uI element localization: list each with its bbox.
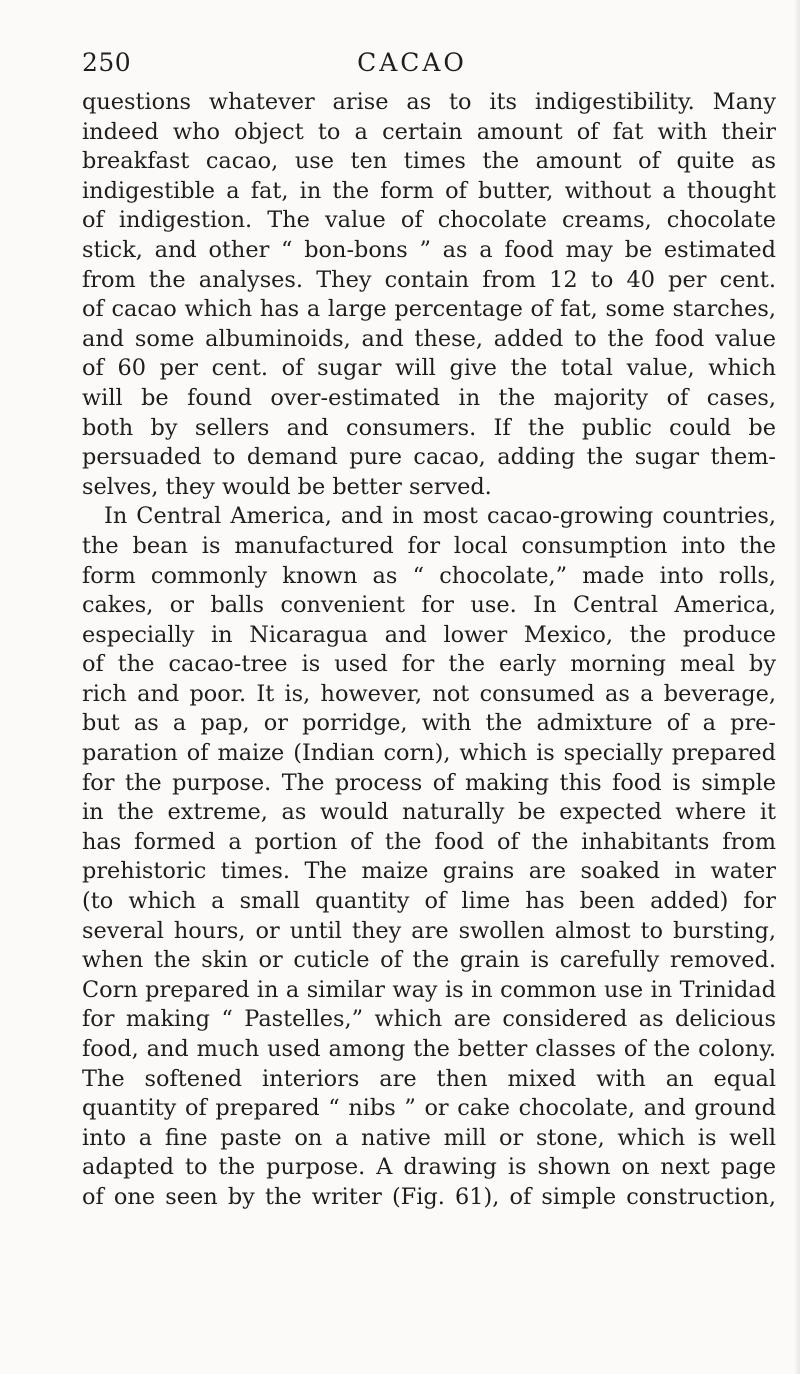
text-line: has formed a portion of the food of the inhabitants from	[82, 828, 776, 855]
text-line: from the analyses. They contain from 12 to 40 per cent.	[82, 266, 776, 293]
text-line: for the purpose. The process of making this food is simple	[82, 769, 776, 796]
text-line: In Central America, and in most cacao-growing countries,	[104, 503, 776, 530]
text-line: when the skin or cuticle of the grain is carefully removed.	[82, 947, 776, 974]
text-line: indigestible a fat, in the form of butter, without a thought	[82, 177, 776, 204]
text-line: (to which a small quantity of lime has been added) for	[82, 888, 776, 915]
text-line: breakfast cacao, use ten times the amount of quite as	[82, 148, 776, 175]
text-line: of indigestion. The value of chocolate creams, chocolate	[82, 207, 776, 234]
text-line: especially in Nicaragua and lower Mexico, the produce	[82, 621, 776, 648]
text-line: persuaded to demand pure cacao, adding the sugar them-	[82, 444, 776, 471]
text-line: both by sellers and consumers. If the public could be	[82, 414, 776, 441]
text-line: in the extreme, as would naturally be expected where it	[82, 799, 776, 826]
text-line: into a fine paste on a native mill or stone, which is well	[82, 1124, 776, 1151]
running-head	[82, 48, 772, 88]
text-line: will be found over-estimated in the majority of cases,	[82, 384, 776, 411]
text-line: the bean is manufactured for local consumption into the	[82, 532, 776, 559]
text-line: adapted to the purpose. A drawing is shown on next page	[82, 1154, 776, 1181]
text-line: several hours, or until they are swollen almost to bursting,	[82, 917, 776, 944]
text-line: The softened interiors are then mixed with an equal	[82, 1065, 776, 1092]
text-line: prehistoric times. The maize grains are soaked in water	[82, 858, 776, 885]
text-line: cakes, or balls convenient for use. In Central America,	[82, 592, 776, 619]
page-edge-shadow	[794, 0, 800, 1374]
text-line: for making “ Pastelles,” which are considered as delicious	[82, 1006, 776, 1033]
text-line: questions whatever arise as to its indigestibility. Many	[82, 89, 776, 115]
running-title: CACAO	[357, 48, 467, 77]
text-line: of cacao which has a large percentage of fat, some starches,	[82, 296, 776, 323]
text-line: of the cacao-tree is used for the early morning meal by	[82, 651, 776, 678]
text-line: stick, and other “ bon-bons ” as a food may be estimated	[82, 236, 776, 263]
text-line: of one seen by the writer (Fig. 61), of simple construction,	[82, 1183, 776, 1210]
text-line: Corn prepared in a similar way is in common use in Trinidad	[82, 976, 776, 1003]
page-number: 250	[82, 48, 132, 77]
body-text	[82, 88, 776, 1213]
text-line: selves, they would be better served.	[82, 473, 492, 500]
text-line: form commonly known as “ chocolate,” made into rolls,	[82, 562, 776, 589]
text-line: food, and much used among the better classes of the colony.	[82, 1036, 776, 1062]
text-line: quantity of prepared “ nibs ” or cake chocolate, and ground	[82, 1095, 776, 1122]
text-line: paration of maize (Indian corn), which is specially prepared	[82, 740, 776, 767]
text-line: but as a pap, or porridge, with the admixture of a pre-	[82, 710, 776, 737]
text-line: and some albuminoids, and these, added to the food value	[82, 325, 776, 352]
text-line: of 60 per cent. of sugar will give the total value, which	[82, 355, 776, 382]
text-line: indeed who object to a certain amount of fat with their	[82, 118, 776, 145]
text-line: rich and poor. It is, however, not consumed as a beverage,	[82, 680, 776, 707]
